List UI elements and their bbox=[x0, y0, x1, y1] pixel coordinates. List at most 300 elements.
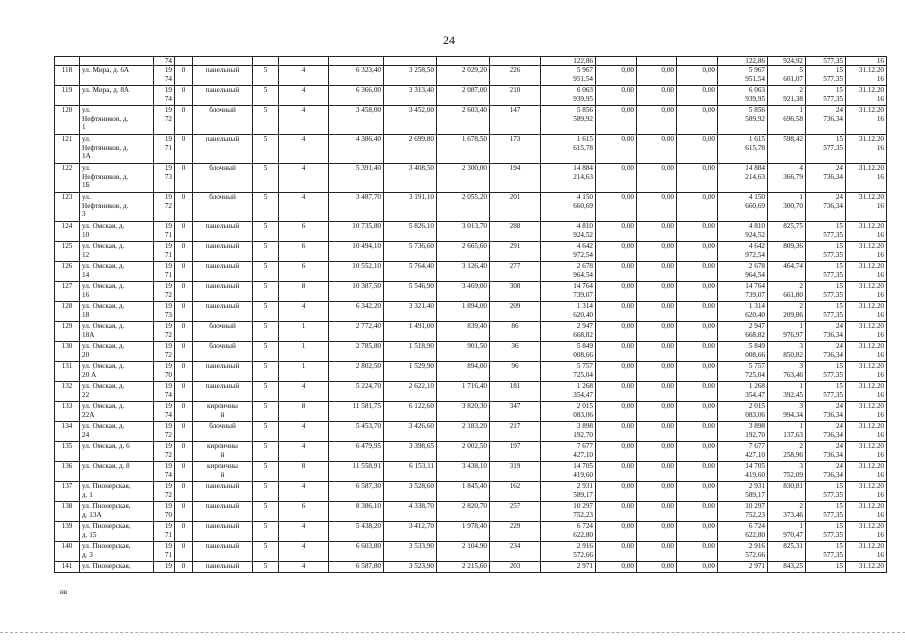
table-cell: 839,40 bbox=[437, 322, 490, 342]
table-row bbox=[55, 193, 887, 222]
table-cell: 2 661,80 bbox=[768, 282, 806, 302]
table-cell: 19 72 bbox=[154, 342, 175, 362]
table-cell: 3 898 192,70 bbox=[541, 422, 596, 442]
table-cell: ул. Нефтяников, д. 3 bbox=[80, 193, 154, 222]
table-cell: 0 bbox=[175, 342, 193, 362]
table-cell: 31.12.20 16 bbox=[846, 282, 887, 302]
table-cell: 2 015 083,06 bbox=[718, 402, 768, 422]
table-cell: 0,00 bbox=[596, 522, 637, 542]
table-cell: 19 74 bbox=[154, 462, 175, 482]
table-cell: 2 258,96 bbox=[768, 442, 806, 462]
table-cell: 96 bbox=[490, 362, 541, 382]
table-cell: 5 849 008,66 bbox=[718, 342, 768, 362]
table-cell: 36 bbox=[490, 342, 541, 362]
table-cell bbox=[55, 57, 80, 66]
table-cell: 0 bbox=[175, 362, 193, 382]
table-cell: 7 677 427,10 bbox=[541, 442, 596, 462]
table-cell: 31.12.20 16 bbox=[846, 262, 887, 282]
table-cell: 2 015 083,06 bbox=[541, 402, 596, 422]
table-cell: 86 bbox=[490, 322, 541, 342]
table-cell: 15 577,35 bbox=[806, 542, 846, 562]
table-cell: 0,00 bbox=[596, 422, 637, 442]
table-cell: 19 74 bbox=[154, 382, 175, 402]
table-cell: 0,00 bbox=[596, 106, 637, 135]
table-cell: ул. Омская, д. 20 А bbox=[80, 362, 154, 382]
table-cell: 0,00 bbox=[596, 442, 637, 462]
table-cell: кирпичны й bbox=[193, 442, 253, 462]
table-row bbox=[55, 242, 887, 262]
table-row bbox=[55, 66, 887, 86]
table-cell: 19 71 bbox=[154, 522, 175, 542]
table-cell: 3 523,90 bbox=[384, 562, 437, 573]
table-cell: 2 772,40 bbox=[329, 322, 384, 342]
table-cell: 0,00 bbox=[596, 542, 637, 562]
table-cell: 201 bbox=[490, 193, 541, 222]
table-cell: 347 bbox=[490, 402, 541, 422]
table-cell: 217 bbox=[490, 422, 541, 442]
table-cell: панельный bbox=[193, 522, 253, 542]
table-cell: 15 577,35 bbox=[806, 86, 846, 106]
table-cell bbox=[193, 57, 253, 66]
table-cell: 31.12.20 16 bbox=[846, 402, 887, 422]
table-cell: 31.12.20 16 bbox=[846, 222, 887, 242]
table-cell: 19 74 bbox=[154, 86, 175, 106]
table-cell: 15 577,35 bbox=[806, 66, 846, 86]
table-cell: ул. Омская, д. 8 bbox=[80, 462, 154, 482]
table-cell: 0,00 bbox=[637, 106, 677, 135]
table-cell: 4 bbox=[279, 66, 329, 86]
table-cell: 0,00 bbox=[596, 342, 637, 362]
table-cell: 2 002,50 bbox=[437, 442, 490, 462]
table-cell: ул. Омская, д. 22А bbox=[80, 402, 154, 422]
table-cell: панельный bbox=[193, 66, 253, 86]
table-cell bbox=[677, 57, 718, 66]
table-cell: ул. Нефтяников, д. 1 bbox=[80, 106, 154, 135]
table-row bbox=[55, 442, 887, 462]
table-cell: 0,00 bbox=[677, 282, 718, 302]
table-cell: 0,00 bbox=[677, 135, 718, 164]
table-cell: 5 224,70 bbox=[329, 382, 384, 402]
table-cell: 162 bbox=[490, 482, 541, 502]
table-cell: ул. Омская, д. 16 bbox=[80, 282, 154, 302]
table-cell: 3 528,60 bbox=[384, 482, 437, 502]
table-cell: 2 209,86 bbox=[768, 302, 806, 322]
table-cell: 0,00 bbox=[637, 164, 677, 193]
table-cell: 234 bbox=[490, 542, 541, 562]
table-cell: 74 bbox=[154, 57, 175, 66]
table-cell: 19 73 bbox=[154, 302, 175, 322]
table-cell: 3 752,09 bbox=[768, 462, 806, 482]
table-cell: 0,00 bbox=[677, 402, 718, 422]
table-cell: панельный bbox=[193, 362, 253, 382]
table-cell: 825,31 bbox=[768, 542, 806, 562]
table-cell: 3 820,30 bbox=[437, 402, 490, 422]
table-cell: 141 bbox=[55, 562, 80, 573]
table-cell: 901,50 bbox=[437, 342, 490, 362]
table-cell: 0 bbox=[175, 193, 193, 222]
table-cell: 19 72 bbox=[154, 442, 175, 462]
table-cell: 0,00 bbox=[677, 442, 718, 462]
table-cell: 6 063 939,95 bbox=[718, 86, 768, 106]
table-cell: 3 452,00 bbox=[384, 106, 437, 135]
table-cell: 5 bbox=[253, 402, 279, 422]
table-cell: 210 bbox=[490, 86, 541, 106]
table-cell: 0,00 bbox=[596, 502, 637, 522]
table-cell: 136 bbox=[55, 462, 80, 482]
table-row bbox=[55, 262, 887, 282]
table-cell: 4 bbox=[279, 542, 329, 562]
table-cell: 1 615 615,78 bbox=[718, 135, 768, 164]
table-cell: 1 491,00 bbox=[384, 322, 437, 342]
table-cell: 5 bbox=[253, 66, 279, 86]
table-cell: 131 bbox=[55, 362, 80, 382]
table-cell: 6 342,20 bbox=[329, 302, 384, 322]
table-cell bbox=[279, 57, 329, 66]
table-cell: 4 bbox=[279, 86, 329, 106]
table-cell: блочный bbox=[193, 106, 253, 135]
table-cell: 0,00 bbox=[637, 193, 677, 222]
table-cell: 5 bbox=[253, 262, 279, 282]
table-cell: 2 785,80 bbox=[329, 342, 384, 362]
table-cell: 4 150 660,69 bbox=[718, 193, 768, 222]
table-cell: 31.12.20 16 bbox=[846, 442, 887, 462]
table-cell: 0,00 bbox=[677, 302, 718, 322]
table-cell: 0,00 bbox=[637, 422, 677, 442]
table-cell: 24 736,34 bbox=[806, 462, 846, 482]
table-cell: 6 bbox=[279, 502, 329, 522]
table-row bbox=[55, 282, 887, 302]
table-cell: 19 70 bbox=[154, 362, 175, 382]
table-cell: 24 736,34 bbox=[806, 193, 846, 222]
table-cell: 5 bbox=[253, 422, 279, 442]
table-cell: 4 366,79 bbox=[768, 164, 806, 193]
table-cell: 5 bbox=[253, 342, 279, 362]
table-cell: 5 bbox=[253, 86, 279, 106]
table-cell: 0 bbox=[175, 482, 193, 502]
table-cell: 4 642 972,54 bbox=[541, 242, 596, 262]
table-cell: 3 313,40 bbox=[384, 86, 437, 106]
table-cell: панельный bbox=[193, 135, 253, 164]
table-cell: 122,86 bbox=[718, 57, 768, 66]
table-row bbox=[55, 322, 887, 342]
table-cell: 2 931 589,17 bbox=[541, 482, 596, 502]
table-row bbox=[55, 135, 887, 164]
table-cell: 0 bbox=[175, 402, 193, 422]
table-cell: 3 469,00 bbox=[437, 282, 490, 302]
table-cell: 197 bbox=[490, 442, 541, 462]
table-cell: 1 529,90 bbox=[384, 362, 437, 382]
table-cell: 122 bbox=[55, 164, 80, 193]
table-cell: 130 bbox=[55, 342, 80, 362]
table-cell: 0 bbox=[175, 66, 193, 86]
table-cell: 0,00 bbox=[677, 222, 718, 242]
table-cell: 0 bbox=[175, 242, 193, 262]
table-cell: 5 bbox=[253, 522, 279, 542]
table-cell: 24 736,34 bbox=[806, 442, 846, 462]
table-cell: 809,36 bbox=[768, 242, 806, 262]
table-cell: 0,00 bbox=[596, 402, 637, 422]
table-cell: 6 479,95 bbox=[329, 442, 384, 462]
table-cell: 0 bbox=[175, 522, 193, 542]
table-cell: 0,00 bbox=[637, 302, 677, 322]
table-cell: ул. Омская, д. 24 bbox=[80, 422, 154, 442]
table-cell: 203 bbox=[490, 562, 541, 573]
table-cell: 15 577,35 bbox=[806, 502, 846, 522]
table-row bbox=[55, 302, 887, 322]
table-cell: 0 bbox=[175, 542, 193, 562]
table-cell: 10 494,10 bbox=[329, 242, 384, 262]
table-cell: 5 856 589,92 bbox=[718, 106, 768, 135]
table-cell bbox=[637, 57, 677, 66]
table-cell: 147 bbox=[490, 106, 541, 135]
table-cell: 31.12.20 16 bbox=[846, 342, 887, 362]
table-cell: 10 552,10 bbox=[329, 262, 384, 282]
table-cell: 3 126,40 bbox=[437, 262, 490, 282]
page-number: 24 bbox=[443, 33, 455, 47]
table-cell: 0,00 bbox=[677, 342, 718, 362]
table-cell: 31.12.20 16 bbox=[846, 522, 887, 542]
table-cell: 1 845,40 bbox=[437, 482, 490, 502]
table-cell: 0,00 bbox=[596, 193, 637, 222]
table-cell: 8 bbox=[279, 282, 329, 302]
table-cell: 132 bbox=[55, 382, 80, 402]
table-cell: кирпичны й bbox=[193, 462, 253, 482]
table-cell: 894,00 bbox=[437, 362, 490, 382]
table-cell: 4 810 924,52 bbox=[541, 222, 596, 242]
table-cell: 19 72 bbox=[154, 482, 175, 502]
table-cell: 31.12.20 16 bbox=[846, 362, 887, 382]
table-cell: 0 bbox=[175, 164, 193, 193]
table-cell: 0 bbox=[175, 502, 193, 522]
table-cell: ул. Омская, д. 6 bbox=[80, 442, 154, 462]
table-cell: 0,00 bbox=[596, 86, 637, 106]
table-cell: 24 736,34 bbox=[806, 106, 846, 135]
table-cell: 4 bbox=[279, 135, 329, 164]
table-cell: 0,00 bbox=[677, 322, 718, 342]
table-cell: 1 268 354,47 bbox=[718, 382, 768, 402]
table-cell: 0 bbox=[175, 322, 193, 342]
table-cell: 4 bbox=[279, 442, 329, 462]
table-cell: 0,00 bbox=[677, 542, 718, 562]
table-cell: 15 bbox=[806, 562, 846, 573]
table-cell: блочный bbox=[193, 164, 253, 193]
table-row bbox=[55, 422, 887, 442]
table-cell: 5 826,10 bbox=[384, 222, 437, 242]
table-cell: 0,00 bbox=[596, 135, 637, 164]
table-cell: 5 391,40 bbox=[329, 164, 384, 193]
table-cell: 0,00 bbox=[677, 522, 718, 542]
table-cell: панельный bbox=[193, 482, 253, 502]
table-cell: 24 736,34 bbox=[806, 422, 846, 442]
table-cell: 319 bbox=[490, 462, 541, 482]
table-cell: 4 810 924,52 bbox=[718, 222, 768, 242]
table-cell: панельный bbox=[193, 282, 253, 302]
table-cell: 3 763,46 bbox=[768, 362, 806, 382]
table-cell: кирпичны й bbox=[193, 402, 253, 422]
table-cell: 19 71 bbox=[154, 242, 175, 262]
table-cell: 6 587,30 bbox=[329, 482, 384, 502]
table-cell: 122,86 bbox=[541, 57, 596, 66]
table-cell: панельный bbox=[193, 302, 253, 322]
table-cell: 6 724 622,80 bbox=[718, 522, 768, 542]
table-cell: 0,00 bbox=[637, 66, 677, 86]
table-cell: 0,00 bbox=[677, 66, 718, 86]
table-cell: 0,00 bbox=[677, 242, 718, 262]
table-cell: 0,00 bbox=[677, 562, 718, 573]
table-cell: блочный bbox=[193, 342, 253, 362]
table-cell: 8 bbox=[279, 402, 329, 422]
table-cell: ул. Омская, д. 18 bbox=[80, 302, 154, 322]
table-cell: 3 438,10 bbox=[437, 462, 490, 482]
table-cell: 5 bbox=[253, 193, 279, 222]
table-cell: 1 696,58 bbox=[768, 106, 806, 135]
table-cell: 3 458,00 bbox=[329, 106, 384, 135]
table-cell: 1 615 615,78 bbox=[541, 135, 596, 164]
table-cell: панельный bbox=[193, 562, 253, 573]
table-cell: 0 bbox=[175, 422, 193, 442]
table-cell: 3 487,70 bbox=[329, 193, 384, 222]
table-cell: 0,00 bbox=[637, 502, 677, 522]
table-cell: 31.12.20 16 bbox=[846, 502, 887, 522]
table-cell: 19 72 bbox=[154, 193, 175, 222]
table-cell: 126 bbox=[55, 262, 80, 282]
table-cell: 5 438,20 bbox=[329, 522, 384, 542]
table-cell: 0,00 bbox=[677, 382, 718, 402]
table-cell: 15 577,35 bbox=[806, 362, 846, 382]
table-cell: ул. Омская, д. 12 bbox=[80, 242, 154, 262]
table-cell: 19 72 bbox=[154, 106, 175, 135]
table-cell: 19 71 bbox=[154, 542, 175, 562]
table-cell: 2 916 572,66 bbox=[718, 542, 768, 562]
table-cell: 0 bbox=[175, 222, 193, 242]
table-cell: 15 577,35 bbox=[806, 242, 846, 262]
table-cell: 0,00 bbox=[677, 422, 718, 442]
table-cell: 14 705 419,60 bbox=[541, 462, 596, 482]
table-cell: 3 321,40 bbox=[384, 302, 437, 322]
table-cell bbox=[253, 57, 279, 66]
table-cell: панельный bbox=[193, 242, 253, 262]
table-cell: 139 bbox=[55, 522, 80, 542]
table-cell: 825,75 bbox=[768, 222, 806, 242]
table-cell: 1 970,47 bbox=[768, 522, 806, 542]
table-cell: 24 736,34 bbox=[806, 164, 846, 193]
table-cell: 15 577,35 bbox=[806, 262, 846, 282]
table-cell: 257 bbox=[490, 502, 541, 522]
table-cell: 15 577,35 bbox=[806, 282, 846, 302]
table-cell: 19 71 bbox=[154, 135, 175, 164]
table-cell: 1 978,40 bbox=[437, 522, 490, 542]
table-cell: 0,00 bbox=[677, 106, 718, 135]
table-cell: 11 581,75 bbox=[329, 402, 384, 422]
table-cell bbox=[175, 57, 193, 66]
table-cell: 2 087,00 bbox=[437, 86, 490, 106]
table-cell: 125 bbox=[55, 242, 80, 262]
table-cell: 226 bbox=[490, 66, 541, 86]
table-cell: 31.12.20 16 bbox=[846, 462, 887, 482]
table-cell: 121 bbox=[55, 135, 80, 164]
table-cell: 14 705 419,60 bbox=[718, 462, 768, 482]
table-cell: ул. Мира, д. 6А bbox=[80, 66, 154, 86]
table-row bbox=[55, 362, 887, 382]
table-cell: 5 764,40 bbox=[384, 262, 437, 282]
table-cell: 0,00 bbox=[596, 562, 637, 573]
table-cell: 6 bbox=[279, 222, 329, 242]
table-cell: 5 bbox=[253, 164, 279, 193]
table-row bbox=[55, 222, 887, 242]
table-cell: 0,00 bbox=[637, 222, 677, 242]
table-cell: 0,00 bbox=[596, 322, 637, 342]
scan-edge bbox=[0, 632, 905, 633]
table-cell: 0,00 bbox=[637, 382, 677, 402]
table-cell: 2 665,60 bbox=[437, 242, 490, 262]
table-cell: 3 412,70 bbox=[384, 522, 437, 542]
table-cell: 119 bbox=[55, 86, 80, 106]
table-cell: 31.12.20 16 bbox=[846, 164, 887, 193]
table-cell: 31.12.20 16 bbox=[846, 106, 887, 135]
table-cell: 5 546,90 bbox=[384, 282, 437, 302]
table-cell: 0,00 bbox=[637, 482, 677, 502]
table-cell: 10 735,80 bbox=[329, 222, 384, 242]
table-cell: 5 601,07 bbox=[768, 66, 806, 86]
table-cell: 0,00 bbox=[637, 542, 677, 562]
table-cell: 0,00 bbox=[596, 242, 637, 262]
table-cell: 5 849 008,66 bbox=[541, 342, 596, 362]
table-cell: 129 bbox=[55, 322, 80, 342]
table-cell: 3 850,82 bbox=[768, 342, 806, 362]
table-cell: 16 bbox=[846, 57, 887, 66]
table-cell: 2 931 589,17 bbox=[718, 482, 768, 502]
table-cell: панельный bbox=[193, 382, 253, 402]
table-cell: 14 764 739,07 bbox=[541, 282, 596, 302]
table-cell: 0,00 bbox=[596, 302, 637, 322]
table-cell: 0,00 bbox=[677, 164, 718, 193]
table-cell: 134 bbox=[55, 422, 80, 442]
table-cell: 135 bbox=[55, 442, 80, 462]
table-cell: 0,00 bbox=[596, 282, 637, 302]
table-cell bbox=[80, 57, 154, 66]
table-cell: 0 bbox=[175, 86, 193, 106]
table-cell: 843,25 bbox=[768, 562, 806, 573]
table-cell: 5 bbox=[253, 282, 279, 302]
table-cell: 308 bbox=[490, 282, 541, 302]
table-row bbox=[55, 402, 887, 422]
table-cell: 31.12.20 16 bbox=[846, 242, 887, 262]
table-cell: 5 bbox=[253, 242, 279, 262]
table-cell: 0,00 bbox=[637, 462, 677, 482]
table-cell: 2 373,46 bbox=[768, 502, 806, 522]
table-cell: 31.12.20 16 bbox=[846, 322, 887, 342]
table-row bbox=[55, 542, 887, 562]
table-cell: 4 bbox=[279, 106, 329, 135]
table-cell: ул. Нефтяников, д. 1А bbox=[80, 135, 154, 164]
table-cell: 209 bbox=[490, 302, 541, 322]
table-cell: 8 386,10 bbox=[329, 502, 384, 522]
table-cell: 6 724 622,80 bbox=[541, 522, 596, 542]
table-cell: 5 bbox=[253, 502, 279, 522]
table-cell: 127 bbox=[55, 282, 80, 302]
table-cell: 24 736,34 bbox=[806, 402, 846, 422]
table-cell: 10 387,50 bbox=[329, 282, 384, 302]
table-cell: 1 678,50 bbox=[437, 135, 490, 164]
table-cell: 3 898 192,70 bbox=[718, 422, 768, 442]
table-cell: 2 921,38 bbox=[768, 86, 806, 106]
table-cell: 1 392,45 bbox=[768, 382, 806, 402]
table-cell: панельный bbox=[193, 262, 253, 282]
table-cell: 2 971 bbox=[718, 562, 768, 573]
table-cell: блочный bbox=[193, 322, 253, 342]
table-cell bbox=[437, 57, 490, 66]
table-cell: 0,00 bbox=[637, 442, 677, 462]
